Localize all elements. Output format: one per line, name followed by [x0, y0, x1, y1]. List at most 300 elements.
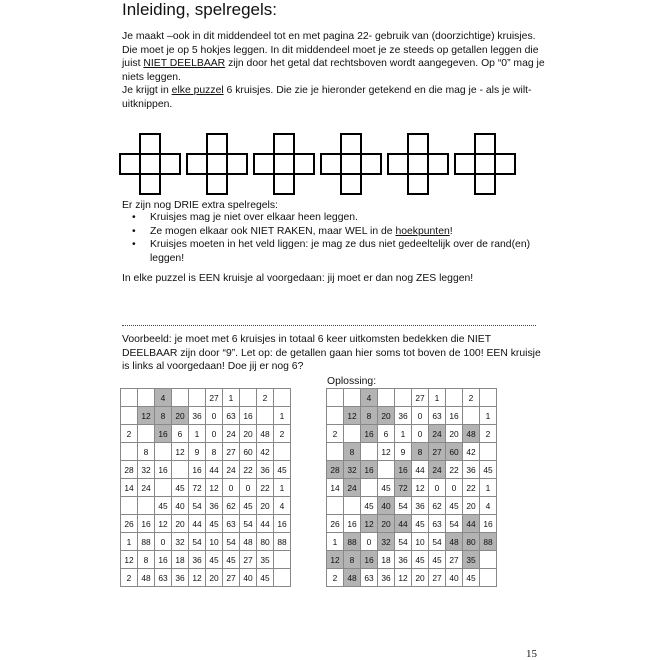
solution-grid-cell	[327, 443, 344, 461]
cross-square	[274, 154, 294, 174]
solution-grid-cell: 4	[361, 389, 378, 407]
puzzle-grid-cell: 35	[257, 551, 274, 569]
rule-2-part-a: Ze mogen elkaar ook NIET RAKEN, maar WEL in de	[150, 225, 396, 237]
puzzle-grid-cell	[121, 497, 138, 515]
cross-square	[274, 134, 294, 154]
solution-grid-row	[327, 389, 497, 407]
solution-grid-cell: 44	[463, 515, 480, 533]
puzzle-grid-cell: 9	[189, 443, 206, 461]
puzzle-grid-cell: 16	[138, 515, 155, 533]
solution-grid-row	[327, 443, 497, 461]
solution-grid-cell: 44	[412, 461, 429, 479]
puzzle-grid-row	[121, 533, 291, 551]
puzzle-grid-cell: 12	[172, 443, 189, 461]
solution-grid-cell	[361, 479, 378, 497]
solution-grid-cell: 24	[344, 479, 361, 497]
cross-square	[254, 154, 274, 174]
rule-3-text: Kruisjes moeten in het veld liggen: je mag ze dus niet gedeeltelijk over de rand(en) leggen!	[150, 239, 531, 264]
solution-grid-cell: 22	[463, 479, 480, 497]
puzzle-grid-cell: 0	[155, 533, 172, 551]
puzzle-grid-cell	[155, 443, 172, 461]
puzzle-grid-cell: 22	[257, 479, 274, 497]
solution-grid-cell: 16	[344, 515, 361, 533]
puzzle-grid-cell: 2	[274, 425, 291, 443]
cross-square	[227, 154, 247, 174]
cross-square	[294, 154, 314, 174]
puzzle-grid-cell	[274, 569, 291, 587]
puzzle-grid-cell: 54	[189, 533, 206, 551]
solution-grid-cell: 45	[412, 551, 429, 569]
cross-square	[341, 134, 361, 154]
puzzle-grid-cell: 18	[172, 551, 189, 569]
cross-square	[475, 174, 495, 194]
puzzle-grid-cell: 20	[240, 425, 257, 443]
cross-square	[274, 174, 294, 194]
intro-p2-part-a: Je krijgt in	[122, 85, 172, 97]
solution-grid-cell: 8	[412, 443, 429, 461]
solution-grid-cell	[344, 497, 361, 515]
intro-p2-underlined: elke puzzel	[171, 85, 224, 97]
puzzle-grid-cell: 8	[206, 443, 223, 461]
puzzle-grid-row	[121, 461, 291, 479]
puzzle-grid-cell: 12	[206, 479, 223, 497]
solution-grid-cell: 16	[361, 461, 378, 479]
solution-grid-cell: 20	[378, 515, 395, 533]
page-number: 15	[526, 648, 537, 660]
cross-shape	[455, 134, 515, 194]
solution-grid-cell: 45	[412, 515, 429, 533]
solution-grid-cell	[480, 551, 497, 569]
puzzle-grid-row	[121, 425, 291, 443]
solution-grid-cell: 63	[429, 515, 446, 533]
puzzle-grid-row	[121, 389, 291, 407]
solution-grid-cell	[446, 389, 463, 407]
puzzle-grid-cell: 45	[257, 569, 274, 587]
solution-grid-cell: 27	[429, 569, 446, 587]
solution-grid-cell: 1	[395, 425, 412, 443]
puzzle-grid-cell: 27	[206, 389, 223, 407]
intro-paragraph-1	[122, 30, 552, 84]
puzzle-grid-cell: 80	[257, 533, 274, 551]
cross-square	[341, 174, 361, 194]
puzzle-grid-cell: 36	[189, 551, 206, 569]
puzzle-grid-row	[121, 515, 291, 533]
puzzle-grid-cell: 36	[206, 497, 223, 515]
solution-grid-cell	[395, 389, 412, 407]
puzzle-grid-cell: 2	[121, 425, 138, 443]
puzzle-grid-cell: 60	[240, 443, 257, 461]
puzzle-grid-cell	[121, 389, 138, 407]
solution-grid-row	[327, 533, 497, 551]
puzzle-grid-cell: 6	[172, 425, 189, 443]
solution-grid-cell: 72	[395, 479, 412, 497]
solution-grid-cell: 12	[412, 479, 429, 497]
solution-grid-cell	[344, 389, 361, 407]
solution-grid-cell: 36	[395, 551, 412, 569]
puzzle-grid-cell	[189, 389, 206, 407]
solution-grid-cell: 88	[344, 533, 361, 551]
puzzle-grid-cell: 16	[155, 551, 172, 569]
puzzle-grid-cell: 54	[223, 533, 240, 551]
solution-grid-cell: 16	[361, 551, 378, 569]
puzzle-grid-cell	[274, 443, 291, 461]
puzzle-grid-cell: 10	[206, 533, 223, 551]
cross-square	[187, 154, 207, 174]
solution-grid-cell	[327, 497, 344, 515]
solution-grid-cell: 62	[429, 497, 446, 515]
puzzle-grid-cell	[172, 461, 189, 479]
puzzle-grid-row	[121, 479, 291, 497]
puzzle-grid-cell: 0	[206, 425, 223, 443]
solution-label: Oplossing:	[327, 376, 377, 387]
solution-grid-cell: 1	[480, 479, 497, 497]
solution-grid-cell: 45	[361, 497, 378, 515]
puzzle-grid-cell: 54	[240, 515, 257, 533]
solution-grid-cell: 12	[361, 515, 378, 533]
solution-grid-cell: 48	[446, 533, 463, 551]
solution-grid-row	[327, 461, 497, 479]
puzzle-grid-cell: 8	[155, 407, 172, 425]
puzzle-grid-cell: 12	[155, 515, 172, 533]
rule-item-1	[122, 211, 552, 225]
puzzle-grid-cell: 63	[223, 515, 240, 533]
puzzle-grid-cell: 88	[274, 533, 291, 551]
puzzle-grid-cell: 48	[257, 425, 274, 443]
puzzle-grid-cell: 45	[206, 551, 223, 569]
puzzle-grid-cell: 4	[155, 389, 172, 407]
solution-grid-cell: 36	[378, 569, 395, 587]
solution-grid-cell: 14	[327, 479, 344, 497]
cross-square	[428, 154, 448, 174]
solution-grid-cell: 40	[378, 497, 395, 515]
rule-2-part-b: !	[449, 225, 453, 237]
solution-grid-cell: 18	[378, 551, 395, 569]
solution-grid-cell: 2	[327, 569, 344, 587]
cross-square	[207, 134, 227, 154]
cross-square	[140, 174, 160, 194]
solution-grid-cell: 12	[344, 407, 361, 425]
solution-grid-cell: 45	[378, 479, 395, 497]
solution-grid-cell: 0	[412, 425, 429, 443]
solution-grid-cell: 36	[412, 497, 429, 515]
puzzle-grid-cell	[138, 389, 155, 407]
solution-grid-cell: 4	[480, 497, 497, 515]
solution-grid-cell: 54	[395, 533, 412, 551]
solution-grid-cell: 80	[463, 533, 480, 551]
puzzle-grid-cell	[121, 407, 138, 425]
puzzle-grid-cell: 22	[240, 461, 257, 479]
solution-grid-cell: 16	[395, 461, 412, 479]
puzzle-grid-cell: 36	[257, 461, 274, 479]
intro-p2-part-b: 6 kruisjes. Die zie je hieronder getekend en die mag je - als je wilt- uitknippen.	[122, 85, 532, 110]
solution-grid-cell: 22	[446, 461, 463, 479]
solution-grid-row	[327, 551, 497, 569]
puzzle-grid-cell: 24	[223, 461, 240, 479]
puzzle-grid-cell	[155, 479, 172, 497]
solution-grid-cell	[361, 443, 378, 461]
solution-grid-cell: 1	[429, 389, 446, 407]
puzzle-grid-cell: 16	[155, 461, 172, 479]
puzzle-grid-cell: 27	[223, 443, 240, 461]
puzzle-grid-cell	[274, 551, 291, 569]
cross-shape	[321, 134, 381, 194]
solution-grid-cell: 8	[361, 407, 378, 425]
intro-p1-underlined: NIET DEELBAAR	[143, 58, 226, 70]
puzzle-grid-cell: 12	[121, 551, 138, 569]
cross-shape	[254, 134, 314, 194]
solution-grid-row	[327, 569, 497, 587]
puzzle-grid-row	[121, 551, 291, 569]
puzzle-grid-row	[121, 443, 291, 461]
puzzle-grid-cell: 16	[155, 425, 172, 443]
puzzle-grid-cell	[257, 407, 274, 425]
puzzle-note: In elke puzzel is EEN kruisje al voorgedaan: jij moet er dan nog ZES leggen!	[122, 273, 474, 284]
puzzle-grid-cell: 32	[172, 533, 189, 551]
cross-square	[207, 174, 227, 194]
puzzle-grid-cell: 24	[223, 425, 240, 443]
solution-grid-cell	[378, 461, 395, 479]
puzzle-grid-cell: 16	[274, 515, 291, 533]
solution-grid-cell: 44	[395, 515, 412, 533]
puzzle-grid-cell	[138, 497, 155, 515]
puzzle-grid-cell: 32	[138, 461, 155, 479]
puzzle-grid-cell: 63	[223, 407, 240, 425]
solution-grid-cell: 54	[395, 497, 412, 515]
solution-grid-cell: 6	[378, 425, 395, 443]
cross-shape	[187, 134, 247, 194]
puzzle-grid-cell: 24	[138, 479, 155, 497]
solution-grid-cell: 16	[361, 425, 378, 443]
solution-grid-cell: 12	[395, 569, 412, 587]
solution-grid-cell: 40	[446, 569, 463, 587]
solution-grid-cell	[327, 407, 344, 425]
solution-grid-cell: 63	[361, 569, 378, 587]
solution-grid-cell: 2	[327, 425, 344, 443]
puzzle-grid-cell: 2	[257, 389, 274, 407]
puzzle-grid-cell: 12	[138, 407, 155, 425]
puzzle-grid-cell: 36	[189, 407, 206, 425]
puzzle-grid-cell: 28	[121, 461, 138, 479]
cross-square	[475, 154, 495, 174]
puzzle-grid-cell: 14	[121, 479, 138, 497]
solution-grid-cell: 32	[378, 533, 395, 551]
puzzle-grid-cell: 20	[257, 497, 274, 515]
solution-grid-cell: 24	[429, 461, 446, 479]
solution-grid-cell: 48	[463, 425, 480, 443]
puzzle-grid-cell: 1	[189, 425, 206, 443]
puzzle-grid-cell: 27	[223, 569, 240, 587]
rules-list	[122, 211, 552, 265]
solution-grid-cell: 45	[446, 497, 463, 515]
dotted-divider	[122, 325, 536, 326]
puzzle-grid-cell: 1	[121, 533, 138, 551]
solution-grid-cell: 0	[361, 533, 378, 551]
solution-grid-cell: 1	[480, 407, 497, 425]
example-text: Voorbeeld: je moet met 6 kruisjes in totaal 6 keer uitkomsten bedekken die NIET DEELBAAR zijn door “9”. Let op: de getallen gaan hier soms tot boven de 100! EEN kruisje is links al voorgedaan! Doe jij er nog 6?	[122, 334, 541, 373]
puzzle-grid-cell: 1	[274, 407, 291, 425]
solution-grid-cell	[378, 389, 395, 407]
intro-p1-part-b: zijn door het getal dat rechtsboven wordt aangegeven. Op “0” mag je niets leggen.	[122, 58, 545, 83]
cross-square	[408, 154, 428, 174]
solution-grid-cell	[327, 389, 344, 407]
puzzle-grid-cell: 0	[206, 407, 223, 425]
puzzle-grid-cell: 45	[206, 515, 223, 533]
solution-grid	[326, 388, 497, 587]
cross-square	[388, 154, 408, 174]
solution-grid-cell: 1	[327, 533, 344, 551]
puzzle-grid-cell	[240, 389, 257, 407]
cross-square	[475, 134, 495, 154]
solution-grid-cell: 36	[395, 407, 412, 425]
solution-grid-cell: 42	[463, 443, 480, 461]
cross-square	[455, 154, 475, 174]
solution-grid-cell: 20	[412, 569, 429, 587]
solution-grid-cell	[463, 407, 480, 425]
puzzle-grid-cell: 45	[172, 479, 189, 497]
solution-grid-row	[327, 407, 497, 425]
solution-grid-cell: 9	[395, 443, 412, 461]
puzzle-grid-cell: 54	[189, 497, 206, 515]
solution-grid-row	[327, 497, 497, 515]
puzzle-grid-cell: 2	[121, 569, 138, 587]
solution-grid-cell	[344, 425, 361, 443]
solution-grid-cell: 2	[463, 389, 480, 407]
cross-square	[120, 154, 140, 174]
solution-grid-cell: 0	[446, 479, 463, 497]
solution-grid-cell: 8	[344, 551, 361, 569]
puzzle-grid-cell: 16	[240, 407, 257, 425]
puzzle-grid-cell	[172, 389, 189, 407]
solution-grid-cell: 2	[480, 425, 497, 443]
solution-grid-cell: 54	[446, 515, 463, 533]
puzzle-grid-cell: 44	[206, 461, 223, 479]
solution-grid-cell: 45	[480, 461, 497, 479]
solution-grid-cell: 63	[429, 407, 446, 425]
solution-grid-cell	[480, 389, 497, 407]
rule-2-underlined: hoekpunten	[395, 225, 450, 237]
puzzle-grid-cell	[121, 443, 138, 461]
puzzle-grid-cell: 1	[274, 479, 291, 497]
solution-grid-cell: 20	[378, 407, 395, 425]
solution-grid-cell: 12	[327, 551, 344, 569]
puzzle-grid-row	[121, 569, 291, 587]
puzzle-grid-cell: 26	[121, 515, 138, 533]
puzzle-grid-cell: 16	[189, 461, 206, 479]
solution-grid-cell: 27	[446, 551, 463, 569]
puzzle-grid-cell: 27	[240, 551, 257, 569]
puzzle-grid-cell: 1	[223, 389, 240, 407]
puzzle-grid-cell: 48	[138, 569, 155, 587]
puzzle-grid-cell: 20	[172, 407, 189, 425]
cross-square	[140, 154, 160, 174]
cross-shapes	[119, 122, 519, 197]
puzzle-grid-cell: 0	[240, 479, 257, 497]
solution-grid-cell: 20	[446, 425, 463, 443]
puzzle-grid-cell: 40	[240, 569, 257, 587]
solution-grid-cell: 35	[463, 551, 480, 569]
puzzle-grid-cell: 63	[155, 569, 172, 587]
solution-grid-cell: 24	[429, 425, 446, 443]
page-title: Inleiding, spelregels:	[122, 0, 277, 19]
puzzle-grid-cell: 8	[138, 551, 155, 569]
cross-square	[160, 154, 180, 174]
solution-grid-cell: 20	[463, 497, 480, 515]
solution-grid-cell: 26	[327, 515, 344, 533]
solution-grid-row	[327, 479, 497, 497]
puzzle-grid-cell: 88	[138, 533, 155, 551]
rule-item-2	[122, 225, 552, 239]
solution-grid-row	[327, 425, 497, 443]
solution-grid-cell: 54	[429, 533, 446, 551]
puzzle-grid-cell: 62	[223, 497, 240, 515]
puzzle-grid-cell: 44	[189, 515, 206, 533]
cross-square	[207, 154, 227, 174]
cross-square	[408, 174, 428, 194]
cross-square	[140, 134, 160, 154]
puzzle-grid-cell: 45	[155, 497, 172, 515]
puzzle-grid-cell	[274, 389, 291, 407]
puzzle-grid-row	[121, 497, 291, 515]
intro-p1-part-a: Je maakt –ook in dit middendeel tot en met pagina 22- gebruik van (doorzichtige) kruisjes. Die moet je op 5 hokjes leggen. In dit middendeel moet je ze steeds op getallen leggen die juist	[122, 31, 539, 70]
solution-grid-cell: 88	[480, 533, 497, 551]
puzzle-grid-cell: 45	[223, 551, 240, 569]
puzzle-grid-cell: 12	[189, 569, 206, 587]
puzzle-grid-cell: 4	[274, 497, 291, 515]
solution-grid-cell: 16	[480, 515, 497, 533]
solution-grid-cell: 60	[446, 443, 463, 461]
solution-grid-cell: 16	[446, 407, 463, 425]
solution-grid-cell	[480, 569, 497, 587]
cross-square	[341, 154, 361, 174]
solution-grid-row	[327, 515, 497, 533]
puzzle-grid-row	[121, 407, 291, 425]
solution-grid-cell: 12	[378, 443, 395, 461]
puzzle-grid-cell: 40	[172, 497, 189, 515]
puzzle-grid-cell: 45	[240, 497, 257, 515]
solution-grid-cell: 8	[344, 443, 361, 461]
puzzle-grid-cell	[138, 425, 155, 443]
solution-grid-cell	[480, 443, 497, 461]
puzzle-grid	[120, 388, 291, 587]
puzzle-grid-cell: 44	[257, 515, 274, 533]
cross-square	[361, 154, 381, 174]
solution-grid-cell: 45	[463, 569, 480, 587]
rule-1-text: Kruisjes mag je niet over elkaar heen leggen.	[150, 212, 358, 223]
solution-grid-cell: 28	[327, 461, 344, 479]
puzzle-grid-cell: 42	[257, 443, 274, 461]
puzzle-grid-cell: 20	[172, 515, 189, 533]
puzzle-grid-cell: 0	[223, 479, 240, 497]
solution-grid-cell: 10	[412, 533, 429, 551]
cross-square	[321, 154, 341, 174]
solution-grid-cell: 27	[429, 443, 446, 461]
solution-grid-cell: 0	[429, 479, 446, 497]
cross-shape	[388, 134, 448, 194]
puzzle-grid-cell: 48	[240, 533, 257, 551]
puzzle-grid-cell: 20	[206, 569, 223, 587]
intro-paragraph-2	[122, 84, 552, 111]
puzzle-grid-cell: 8	[138, 443, 155, 461]
puzzle-grid-cell: 36	[172, 569, 189, 587]
cross-square	[408, 134, 428, 154]
solution-grid-cell: 32	[344, 461, 361, 479]
solution-grid-cell: 36	[463, 461, 480, 479]
cross-square	[495, 154, 515, 174]
puzzle-grid-cell: 45	[274, 461, 291, 479]
rules-intro: Er zijn nog DRIE extra spelregels:	[122, 200, 278, 211]
solution-grid-cell: 27	[412, 389, 429, 407]
cross-shape	[120, 134, 180, 194]
